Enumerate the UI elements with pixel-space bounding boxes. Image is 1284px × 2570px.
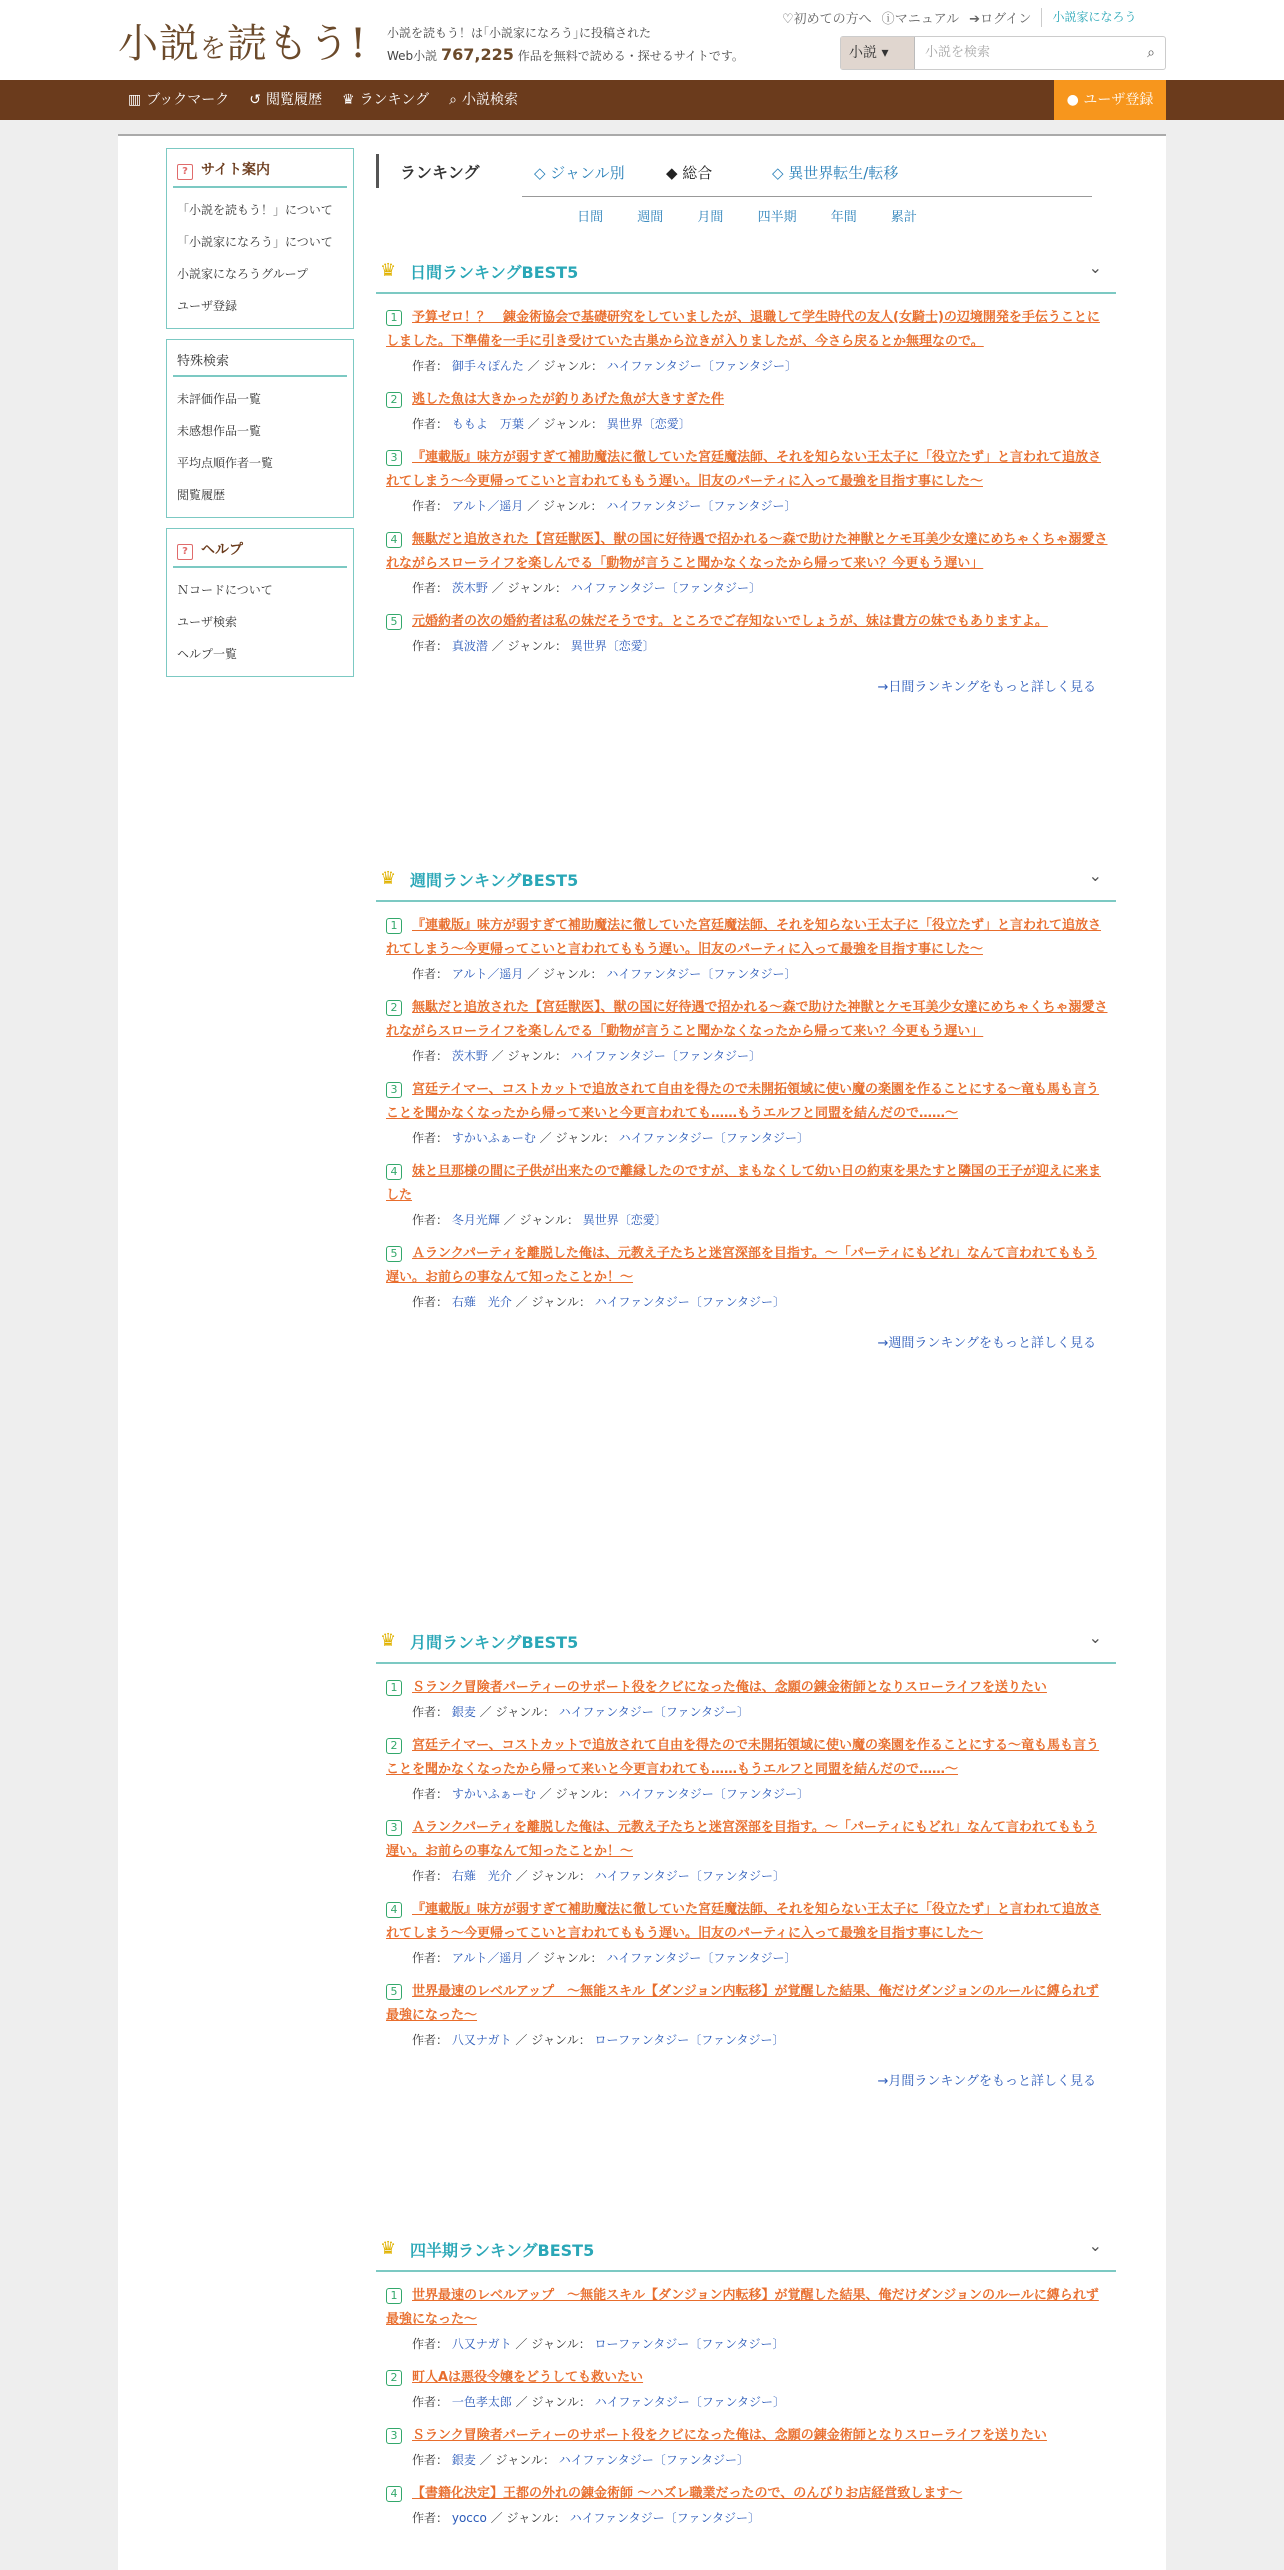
logo-text-main: 小説	[118, 21, 200, 67]
rank-number: 3	[386, 1820, 402, 1836]
genre-link[interactable]: ハイファンタジー〔ファンタジー〕	[606, 499, 797, 513]
genre-link[interactable]: ハイファンタジー〔ファンタジー〕	[618, 1787, 809, 1801]
rank-number: 4	[386, 1902, 402, 1918]
author-link[interactable]: 茨木野	[451, 1049, 488, 1063]
entry-meta: 作者： 冬月光輝 ／ ジャンル： 異世界〔恋愛〕	[412, 1213, 667, 1227]
genre-label: ジャンル：	[543, 359, 603, 373]
period-total[interactable]: 累計	[890, 210, 917, 225]
novel-title-link[interactable]: 3 Ａランクパーティを離脱した俺は、元教え子たちと迷宮深部を目指す。～「パーティにもどれ」なんて言われてももう遅い。お前らの事なんて知ったことか！～	[386, 1820, 1097, 1859]
genre-label: ジャンル：	[495, 2453, 555, 2467]
author-link[interactable]: 右薙 光介	[451, 1295, 512, 1309]
chevron-down-icon: ▾	[881, 45, 889, 61]
rank-number: 2	[386, 2370, 402, 2386]
novel-title-link[interactable]: 5 世界最速のレベルアップ ～無能スキル【ダンジョン内転移】が覚醒した結果、俺だけダンジョンのルールに縛られず最強になった～	[386, 1984, 1099, 2023]
rank-number: 3	[386, 1082, 402, 1098]
author-label: 作者：	[412, 639, 449, 653]
question-icon: ?	[177, 544, 193, 560]
section-title: 月間ランキングBEST5	[410, 1633, 579, 1652]
novel-title-link[interactable]: 2 無駄だと追放された【宮廷獣医】、獣の国に好待遇で招かれる～森で助けた神獣とケモ耳美少女達にめちゃくちゃ溺愛されながらスローライフを楽しんでる「動物が言うこと聞かなくなったから帰って来い？今更もう遅い」	[386, 1000, 1108, 1039]
ranking-entry	[386, 1078, 1108, 1148]
ranking-entry	[386, 2284, 1108, 2354]
guide-title: サイト案内	[201, 162, 271, 178]
rank-number: 5	[386, 1984, 402, 2000]
genre-label: ジャンル：	[543, 499, 603, 513]
novel-title-link[interactable]: 4 『連載版』味方が弱すぎて補助魔法に徹していた宮廷魔法師、それを知らない王太子に「役立たず」と言われて追放されてしまう〜今更帰ってこいと言われてももう遅い。旧友のパーティに入って最強を目指す事にした〜	[386, 1902, 1102, 1941]
crown-icon: ♛	[380, 1630, 397, 1651]
search-icon[interactable]: ⌕	[1147, 45, 1155, 61]
ranking-entry	[386, 2424, 1108, 2470]
manual-link[interactable]: ⓘマニュアル	[881, 12, 960, 27]
author-link[interactable]: 真波潜	[451, 639, 488, 653]
tagline-line1: 小説を読もう！は｢小説家になろう｣に投稿された	[387, 26, 652, 40]
page-body	[118, 134, 1166, 2570]
section-title: 週間ランキングBEST5	[410, 871, 579, 890]
nav-ranking[interactable]: ♛ ランキング	[342, 92, 430, 108]
period-quarterly[interactable]: 四半期	[757, 210, 797, 225]
entry-meta: 作者： 御手々ぽんた ／ ジャンル： ハイファンタジー〔ファンタジー〕	[412, 359, 797, 373]
genre-link[interactable]: ハイファンタジー〔ファンタジー〕	[606, 1951, 797, 1965]
author-link[interactable]: 八又ナガト	[451, 2033, 512, 2047]
more-ranking-link[interactable]: →日間ランキングをもっと詳しく見る	[877, 680, 1096, 695]
rank-number: 1	[386, 2288, 402, 2304]
site-logo[interactable]	[118, 12, 367, 69]
author-label: 作者：	[412, 359, 449, 373]
novel-title-link[interactable]: 4 無駄だと追放された【宮廷獣医】、獣の国に好待遇で招かれる～森で助けた神獣とケモ耳美少女達にめちゃくちゃ溺愛されながらスローライフを楽しんでる「動物が言うこと聞かなくなったから帰って来い？今更もう遅い」	[386, 532, 1108, 571]
logo-text-end: 読もう!	[227, 21, 368, 67]
login-link[interactable]: ➔ログイン	[969, 12, 1032, 27]
ranking-entry	[386, 2366, 1108, 2412]
author-label: 作者：	[412, 1869, 449, 1883]
period-links	[376, 206, 1118, 225]
novel-title-link[interactable]: 4 妹と旦那様の間に子供が出来たので離縁したのですが、まもなくして幼い日の約束を果たすと隣国の王子が迎えに来ました	[386, 1164, 1102, 1203]
genre-label: ジャンル：	[531, 1869, 591, 1883]
novel-title-link[interactable]: 1 予算ゼロ！？ 錬金術協会で基礎研究をしていましたが、退職して学生時代の友人(女騎士)の辺境開発を手伝うことにしました。下準備を一手に引き受けていた古巣から泣きが入りましたが、今さら戻るとか無理なので。	[386, 310, 1100, 349]
nav-bookmark[interactable]: ▥ ブックマーク	[128, 92, 230, 108]
help-title: ヘルプ	[201, 542, 243, 558]
sidebar	[166, 148, 354, 687]
entry-meta: 作者： 茨木野 ／ ジャンル： ハイファンタジー〔ファンタジー〕	[412, 1049, 761, 1063]
genre-label: ジャンル：	[543, 417, 603, 431]
novel-title-link[interactable]: 3 『連載版』味方が弱すぎて補助魔法に徹していた宮廷魔法師、それを知らない王太子に「役立たず」と言われて追放されてしまう〜今更帰ってこいと言われてももう遅い。旧友のパーティに入って最強を目指す事にした〜	[386, 450, 1102, 489]
novel-title-link[interactable]: 5 Ａランクパーティを離脱した俺は、元教え子たちと迷宮深部を目指す。～「パーティにもどれ」なんて言われてももう遅い。お前らの事なんて知ったことか！～	[386, 1246, 1097, 1285]
author-label: 作者：	[412, 1295, 449, 1309]
period-daily[interactable]: 日間	[577, 210, 604, 225]
tab-overall[interactable]: ◆ 総合	[666, 164, 713, 182]
crown-icon: ♛	[380, 2238, 397, 2259]
tab-genre[interactable]: ◇ ジャンル別	[534, 164, 625, 182]
rank-number: 2	[386, 1738, 402, 1754]
genre-link[interactable]: ハイファンタジー〔ファンタジー〕	[594, 1869, 785, 1883]
top-links	[782, 8, 1136, 27]
entry-meta: 作者： アルト／遥月 ／ ジャンル： ハイファンタジー〔ファンタジー〕	[412, 967, 797, 981]
site-header	[0, 0, 1284, 80]
genre-label: ジャンル：	[519, 1213, 579, 1227]
author-link[interactable]: 八又ナガト	[451, 2337, 512, 2351]
author-label: 作者：	[412, 417, 449, 431]
entry-meta: 作者： 右薙 光介 ／ ジャンル： ハイファンタジー〔ファンタジー〕	[412, 1295, 785, 1309]
entry-meta: 作者： yocco ／ ジャンル： ハイファンタジー〔ファンタジー〕	[412, 2511, 760, 2525]
sidebar-item-group[interactable]: 小説家になろうグループ	[177, 267, 309, 281]
novel-title-link[interactable]: 3 宮廷テイマー、コストカットで追放されて自由を得たので未開拓領域に使い魔の楽園を作ることにする～竜も馬も言うことを聞かなくなったから帰って来いと今更言われても……もうエルフと同盟を結んだので……～	[386, 1082, 1100, 1121]
author-label: 作者：	[412, 1951, 449, 1965]
page-title: ランキング	[400, 163, 480, 182]
ranking-entry	[386, 306, 1108, 376]
nav-search[interactable]: ⌕ 小説検索	[449, 92, 518, 108]
author-label: 作者：	[412, 499, 449, 513]
section-header[interactable]	[376, 856, 1116, 902]
genre-label: ジャンル：	[555, 1787, 615, 1801]
rank-number: 3	[386, 450, 402, 466]
ranking-tabs	[376, 150, 1116, 188]
login-icon: ➔	[969, 12, 981, 27]
rank-number: 3	[386, 2428, 402, 2444]
sidebar-item-no-review[interactable]: 未感想作品一覧	[177, 424, 262, 438]
genre-label: ジャンル：	[507, 1049, 567, 1063]
genre-link[interactable]: ハイファンタジー〔ファンタジー〕	[594, 2395, 785, 2409]
genre-label: ジャンル：	[531, 2033, 591, 2047]
ranking-entry	[386, 1160, 1108, 1230]
help-box	[166, 528, 354, 677]
genre-label: ジャンル：	[507, 581, 567, 595]
novel-title-link[interactable]: 5 元婚約者の次の婚約者は私の妹だそうです。ところでご存知ないでしょうが、妹は貴方の妹でもありますよ。	[386, 610, 1108, 634]
rank-number: 1	[386, 310, 402, 326]
genre-link[interactable]: 異世界〔恋愛〕	[606, 417, 691, 431]
search-type-select[interactable]: 小説 ▾	[841, 37, 915, 69]
history-icon: ↺	[249, 92, 261, 108]
section-title: 日間ランキングBEST5	[410, 263, 579, 282]
novel-title-link[interactable]: 3 Ｓランク冒険者パーティーのサポート役をクビになった俺は、念願の錬金術師となりスローライフを送りたい	[386, 2424, 1108, 2448]
sidebar-item-ncode[interactable]: Ｎコードについて	[177, 583, 273, 597]
chevron-down-icon[interactable]: ⌄	[1088, 258, 1102, 277]
special-search-box	[166, 339, 354, 518]
genre-link[interactable]: ローファンタジー〔ファンタジー〕	[594, 2337, 785, 2351]
question-icon: ?	[177, 164, 193, 180]
genre-link[interactable]: ハイファンタジー〔ファンタジー〕	[570, 581, 761, 595]
search-box	[840, 36, 1166, 70]
sidebar-item-unrated[interactable]: 未評価作品一覧	[177, 392, 262, 406]
novel-title-link[interactable]: 4 【書籍化決定】王都の外れの錬金術師 ～ハズレ職業だったので、のんびりお店経営致します～	[386, 2482, 1108, 2506]
rank-number: 5	[386, 614, 402, 630]
author-label: 作者：	[412, 1213, 449, 1227]
author-label: 作者：	[412, 2511, 449, 2525]
register-button[interactable]: ● ユーザ登録	[1054, 80, 1166, 120]
chevron-down-icon[interactable]: ⌄	[1088, 1628, 1102, 1647]
genre-label: ジャンル：	[555, 1131, 615, 1145]
entry-meta: 作者： 銀麦 ／ ジャンル： ハイファンタジー〔ファンタジー〕	[412, 2453, 749, 2467]
entry-meta: 作者： ももよ 万葉 ／ ジャンル： 異世界〔恋愛〕	[412, 417, 691, 431]
author-label: 作者：	[412, 1049, 449, 1063]
tagline-prefix: Web小説	[387, 49, 438, 63]
author-label: 作者：	[412, 581, 449, 595]
ranking-entry	[386, 1676, 1108, 1722]
author-link[interactable]: アルト／遥月	[451, 499, 524, 513]
author-label: 作者：	[412, 2033, 449, 2047]
novel-title-link[interactable]: 1 Ｓランク冒険者パーティーのサポート役をクビになった俺は、念願の錬金術師となりスローライフを送りたい	[386, 1676, 1108, 1700]
ranking-entry	[386, 1898, 1108, 1968]
genre-link[interactable]: ハイファンタジー〔ファンタジー〕	[558, 1705, 749, 1719]
ranking-section	[376, 248, 1116, 695]
author-label: 作者：	[412, 1787, 449, 1801]
novel-title-link[interactable]: 1 『連載版』味方が弱すぎて補助魔法に徹していた宮廷魔法師、それを知らない王太子に「役立たず」と言われて追放されてしまう〜今更帰ってこいと言われてももう遅い。旧友のパーティに入って最強を目指す事にした〜	[386, 918, 1102, 957]
ranking-entry	[386, 1734, 1108, 1804]
crown-icon: ♛	[342, 92, 355, 108]
entry-meta: 作者： 八又ナガト ／ ジャンル： ローファンタジー〔ファンタジー〕	[412, 2033, 785, 2047]
search-input[interactable]: 小説を検索	[925, 45, 991, 60]
novel-title-link[interactable]: 2 逃した魚は大きかったが釣りあげた魚が大きすぎた件	[386, 388, 1108, 412]
genre-link[interactable]: ハイファンタジー〔ファンタジー〕	[606, 359, 797, 373]
beginner-icon: ♡	[782, 12, 794, 27]
ranking-entry	[386, 2482, 1108, 2528]
main-nav	[0, 80, 1284, 120]
rank-number: 5	[386, 1246, 402, 1262]
chevron-down-icon[interactable]: ⌄	[1088, 2236, 1102, 2255]
sidebar-item-about-yomou[interactable]: 「小説を読もう！」について	[177, 203, 333, 217]
crown-icon: ♛	[380, 868, 397, 889]
more-ranking-link[interactable]: →週間ランキングをもっと詳しく見る	[877, 1336, 1096, 1351]
author-link[interactable]: 御手々ぽんた	[451, 359, 524, 373]
narou-brand-link[interactable]: 小説家になろう	[1041, 8, 1136, 27]
rank-number: 2	[386, 1000, 402, 1016]
entry-meta: 作者： 八又ナガト ／ ジャンル： ローファンタジー〔ファンタジー〕	[412, 2337, 785, 2351]
ranking-section	[376, 2226, 1116, 2528]
novel-title-link[interactable]: 2 宮廷テイマー、コストカットで追放されて自由を得たので未開拓領域に使い魔の楽園を作ることにする～竜も馬も言うことを聞かなくなったから帰って来いと今更言われても……もうエルフと同盟を結んだので……～	[386, 1738, 1100, 1777]
entry-meta: 作者： アルト／遥月 ／ ジャンル： ハイファンタジー〔ファンタジー〕	[412, 1951, 797, 1965]
author-link[interactable]: アルト／遥月	[451, 1951, 524, 1965]
section-header[interactable]	[376, 1618, 1116, 1664]
work-count: 767,225	[441, 45, 514, 64]
author-link[interactable]: 茨木野	[451, 581, 488, 595]
ranking-entry	[386, 914, 1108, 984]
ranking-entry	[386, 1816, 1108, 1886]
author-link[interactable]: すかいふぁーむ	[451, 1787, 536, 1801]
sidebar-item-register[interactable]: ユーザ登録	[177, 299, 238, 313]
bookmark-icon: ▥	[128, 92, 142, 108]
author-link[interactable]: 右薙 光介	[451, 1869, 512, 1883]
genre-label: ジャンル：	[506, 2511, 566, 2525]
genre-label: ジャンル：	[507, 639, 567, 653]
entry-meta: 作者： 銀麦 ／ ジャンル： ハイファンタジー〔ファンタジー〕	[412, 1705, 749, 1719]
author-link[interactable]: yocco	[451, 2511, 487, 2525]
sidebar-item-user-search[interactable]: ユーザ検索	[177, 615, 238, 629]
genre-link[interactable]: ハイファンタジー〔ファンタジー〕	[618, 1131, 809, 1145]
ranking-entry	[386, 610, 1108, 656]
author-link[interactable]: 冬月光輝	[451, 1213, 500, 1227]
sidebar-item-about-narou[interactable]: 「小説家になろう」について	[177, 235, 333, 249]
tab-isekai[interactable]: ◇ 異世界転生/転移	[772, 164, 899, 182]
novel-title-link[interactable]: 2 町人Aは悪役令嬢をどうしても救いたい	[386, 2366, 1108, 2390]
ranking-section	[376, 1618, 1116, 2089]
genre-label: ジャンル：	[531, 2395, 591, 2409]
user-icon: ●	[1066, 92, 1079, 108]
period-monthly[interactable]: 月間	[697, 210, 724, 225]
genre-link[interactable]: ハイファンタジー〔ファンタジー〕	[594, 1295, 785, 1309]
genre-link[interactable]: ハイファンタジー〔ファンタジー〕	[558, 2453, 749, 2467]
genre-link[interactable]: ハイファンタジー〔ファンタジー〕	[570, 1049, 761, 1063]
author-link[interactable]: 一色孝太郎	[451, 2395, 512, 2409]
ranking-entry	[386, 1242, 1108, 1312]
author-label: 作者：	[412, 1131, 449, 1145]
entry-meta: 作者： すかいふぁーむ ／ ジャンル： ハイファンタジー〔ファンタジー〕	[412, 1787, 809, 1801]
period-yearly[interactable]: 年間	[830, 210, 857, 225]
genre-link[interactable]: ローファンタジー〔ファンタジー〕	[594, 2033, 785, 2047]
ranking-entry	[386, 1980, 1108, 2050]
genre-link[interactable]: ハイファンタジー〔ファンタジー〕	[606, 967, 797, 981]
ranking-section	[376, 856, 1116, 1351]
author-link[interactable]: 銀麦	[451, 1705, 476, 1719]
rank-number: 4	[386, 532, 402, 548]
rank-number: 1	[386, 1680, 402, 1696]
genre-link[interactable]: ハイファンタジー〔ファンタジー〕	[569, 2511, 760, 2525]
entry-meta: 作者： 右薙 光介 ／ ジャンル： ハイファンタジー〔ファンタジー〕	[412, 1869, 785, 1883]
genre-link[interactable]: 異世界〔恋愛〕	[570, 639, 655, 653]
entry-meta: 作者： 真波潜 ／ ジャンル： 異世界〔恋愛〕	[412, 639, 655, 653]
more-ranking-link[interactable]: →月間ランキングをもっと詳しく見る	[877, 2074, 1096, 2089]
author-link[interactable]: すかいふぁーむ	[451, 1131, 536, 1145]
site-tagline	[387, 22, 744, 67]
period-weekly[interactable]: 週間	[637, 210, 664, 225]
nav-history[interactable]: ↺ 閲覧履歴	[249, 92, 322, 108]
author-label: 作者：	[412, 2337, 449, 2351]
genre-link[interactable]: 異世界〔恋愛〕	[582, 1213, 667, 1227]
special-search-title: 特殊検索	[173, 340, 347, 377]
author-link[interactable]: ももよ 万葉	[451, 417, 524, 431]
ranking-entry	[386, 388, 1108, 434]
ranking-entry	[386, 446, 1108, 516]
author-label: 作者：	[412, 2453, 449, 2467]
beginner-link[interactable]: ♡初めての方へ	[782, 12, 872, 27]
author-label: 作者：	[412, 2395, 449, 2409]
ranking-entry	[386, 996, 1108, 1066]
section-title: 四半期ランキングBEST5	[410, 2241, 595, 2260]
rank-number: 2	[386, 392, 402, 408]
author-label: 作者：	[412, 967, 449, 981]
entry-meta: 作者： 茨木野 ／ ジャンル： ハイファンタジー〔ファンタジー〕	[412, 581, 761, 595]
entry-meta: 作者： すかいふぁーむ ／ ジャンル： ハイファンタジー〔ファンタジー〕	[412, 1131, 809, 1145]
ranking-entry	[386, 528, 1108, 598]
title-bar-decoration	[376, 154, 379, 188]
genre-label: ジャンル：	[531, 2337, 591, 2351]
rank-number: 4	[386, 2486, 402, 2502]
section-header[interactable]	[376, 248, 1116, 294]
author-label: 作者：	[412, 1705, 449, 1719]
chevron-down-icon[interactable]: ⌄	[1088, 866, 1102, 885]
entry-meta: 作者： 一色孝太郎 ／ ジャンル： ハイファンタジー〔ファンタジー〕	[412, 2395, 785, 2409]
genre-label: ジャンル：	[543, 967, 603, 981]
novel-title-link[interactable]: 1 世界最速のレベルアップ ～無能スキル【ダンジョン内転移】が覚醒した結果、俺だけダンジョンのルールに縛られず最強になった～	[386, 2288, 1099, 2327]
rank-number: 4	[386, 1164, 402, 1180]
tabs-underline	[522, 196, 1092, 197]
genre-label: ジャンル：	[543, 1951, 603, 1965]
section-header[interactable]	[376, 2226, 1116, 2272]
logo-text-mid: を	[200, 34, 228, 64]
author-link[interactable]: アルト／遥月	[451, 967, 524, 981]
author-link[interactable]: 銀麦	[451, 2453, 476, 2467]
entry-meta: 作者： アルト／遥月 ／ ジャンル： ハイファンタジー〔ファンタジー〕	[412, 499, 797, 513]
site-guide-box	[166, 148, 354, 329]
search-icon: ⌕	[449, 92, 457, 108]
tagline-suffix: 作品を無料で読める・探せるサイトです。	[517, 49, 744, 63]
genre-label: ジャンル：	[495, 1705, 555, 1719]
help-circle-icon: ⓘ	[881, 12, 895, 27]
crown-icon: ♛	[380, 260, 397, 281]
genre-label: ジャンル：	[531, 1295, 591, 1309]
sidebar-item-avg-author[interactable]: 平均点順作者一覧	[177, 456, 274, 470]
sidebar-item-help-list[interactable]: ヘルプ一覧	[177, 647, 238, 661]
sidebar-item-history[interactable]: 閲覧履歴	[177, 488, 226, 502]
rank-number: 1	[386, 918, 402, 934]
